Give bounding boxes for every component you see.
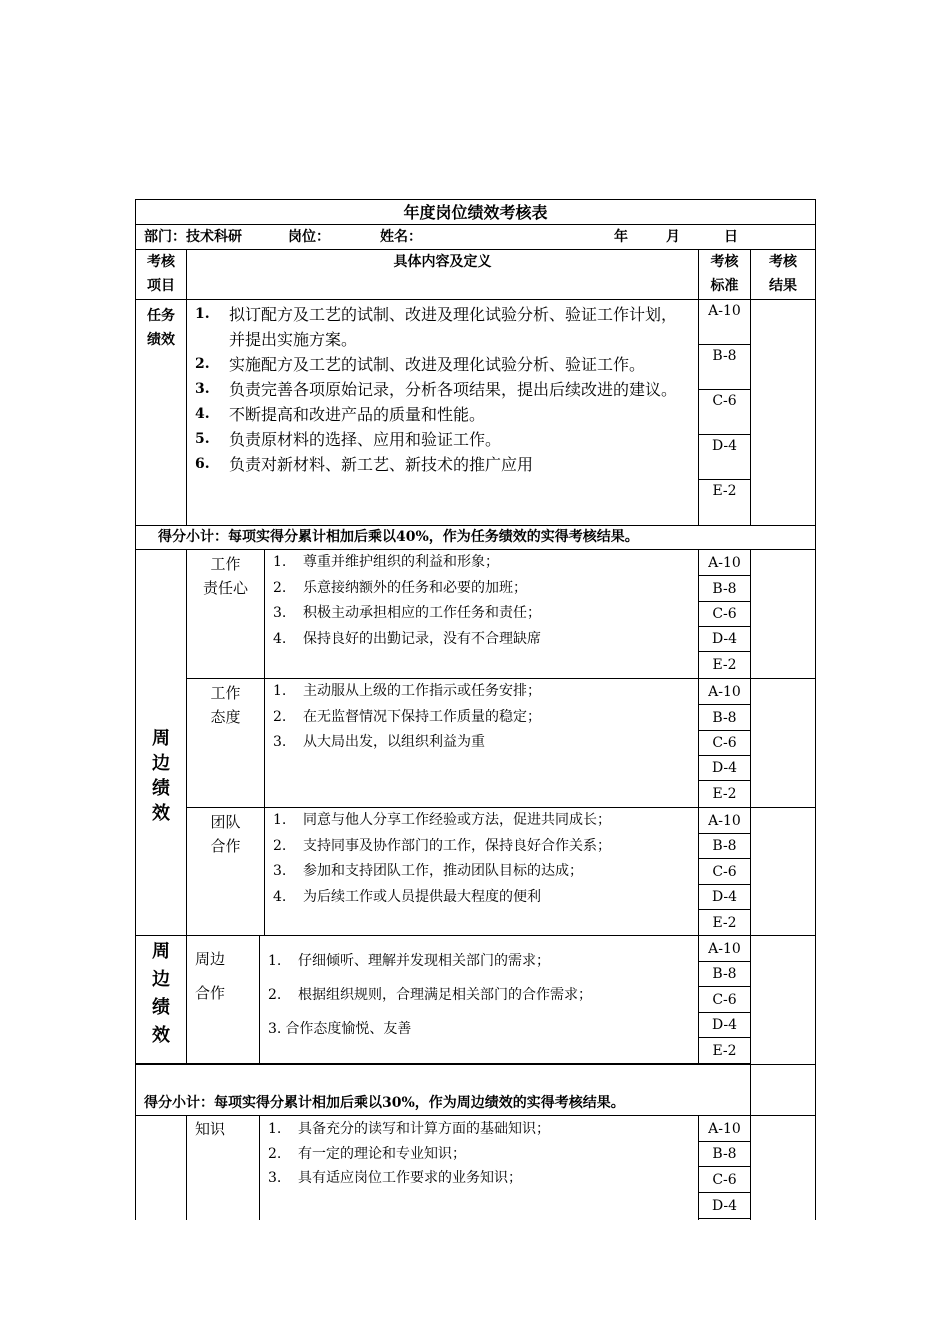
grade-cell: D-4 xyxy=(699,756,750,781)
cooperation-content xyxy=(259,936,698,1064)
grade-cell: A-10 xyxy=(699,679,750,705)
cooperation-grades xyxy=(698,936,750,1064)
list-item: 6. 负责对新材料、新工艺、新技术的推广应用 xyxy=(195,455,534,474)
task-grades xyxy=(698,300,750,526)
grade-cell: B-8 xyxy=(699,962,750,987)
list-item: 3. 负责完善各项原始记录，分析各项结果，提出后续改进的建议。 xyxy=(195,380,678,399)
list-item: 3. 积极主动承担相应的工作任务和责任； xyxy=(273,605,541,621)
task-subtotal: 得分小计：每项实得分累计相加后乘以40%，作为任务绩效的实得考核结果。 xyxy=(135,526,816,550)
grade-cell: B-8 xyxy=(699,1142,750,1167)
grade-cell: A-10 xyxy=(699,808,750,834)
day-label: 日 xyxy=(724,229,738,245)
grade-cell: D-4 xyxy=(699,885,750,910)
list-item: 3. 参加和支持团队工作，推动团队目标的达成； xyxy=(273,863,583,879)
ability-section-label xyxy=(135,1116,186,1220)
grade-cell: B-8 xyxy=(699,834,750,859)
list-item: 1. 拟订配方及工艺的试制、改进及理化试验分析、验证工作计划，并提出实施方案。 xyxy=(195,305,678,349)
sub-label-knowledge: 知识 xyxy=(186,1116,259,1220)
grade-cell: C-6 xyxy=(699,987,750,1013)
grade-cell: E-2 xyxy=(712,914,737,931)
grade-cell: D-4 xyxy=(699,435,750,480)
list-item: 1. 主动服从上级的工作指示或任务安排； xyxy=(273,683,541,699)
teamwork-grades xyxy=(698,808,750,936)
grade-cell: E-2 xyxy=(712,786,737,802)
peripheral-subtotal-result-cell[interactable] xyxy=(750,1064,816,1116)
sub-label-cooperation: 周边 合作 xyxy=(186,936,259,1064)
info-row xyxy=(135,225,816,250)
grade-cell: B-8 xyxy=(699,705,750,731)
list-item: 4. 为后续工作或人员提供最大程度的便利 xyxy=(273,888,541,905)
knowledge-result-cell[interactable] xyxy=(750,1116,816,1220)
header-content: 具体内容及定义 xyxy=(186,250,698,300)
cooperation-result-cell[interactable] xyxy=(750,936,816,1064)
grade-cell: B-8 xyxy=(699,345,750,390)
month-label: 月 xyxy=(666,229,680,245)
list-item: 3. 从大局出发，以组织利益为重 xyxy=(273,734,485,750)
list-item: 2. 乐意接纳额外的任务和必要的加班； xyxy=(273,579,527,596)
grade-cell: D-4 xyxy=(699,1013,750,1038)
list-item: 1. 尊重并维护组织的利益和形象； xyxy=(273,554,499,570)
list-item: 3. 合作态度愉悦、友善 xyxy=(268,1021,412,1037)
knowledge-grades xyxy=(698,1116,750,1220)
grade-cell: A-10 xyxy=(699,1116,750,1142)
teamwork-content xyxy=(264,808,698,936)
header-result: 考核 结果 xyxy=(750,250,816,300)
grade-cell: A-10 xyxy=(699,300,750,345)
list-item: 2. 支持同事及协作部门的工作，保持良好合作关系； xyxy=(273,837,611,854)
list-item: 2. 在无监督情况下保持工作质量的稳定； xyxy=(273,708,541,725)
attitude-grades xyxy=(698,679,750,808)
grade-cell: C-6 xyxy=(699,859,750,885)
list-item: 2. 根据组织规则，合理满足相关部门的合作需求； xyxy=(268,987,592,1003)
knowledge-content xyxy=(259,1116,698,1220)
grade-cell: E-2 xyxy=(712,483,737,499)
sub-label-responsibility: 工作 责任心 xyxy=(186,550,264,679)
peripheral-section-2-label: 周 边 绩 效 xyxy=(135,936,186,1064)
grade-cell: C-6 xyxy=(699,602,750,627)
list-item: 5. 负责原材料的选择、应用和验证工作。 xyxy=(195,430,502,449)
post-field: 岗位： xyxy=(288,229,330,245)
sub-label-attitude: 工作 态度 xyxy=(186,679,264,808)
grade-cell: A-10 xyxy=(699,550,750,576)
header-standard: 考核 标准 xyxy=(698,250,750,300)
responsibility-result-cell[interactable] xyxy=(750,550,816,679)
task-result-cell[interactable] xyxy=(750,300,816,526)
grade-cell: D-4 xyxy=(699,1193,750,1219)
grade-cell: E-2 xyxy=(712,1042,737,1059)
peripheral-subtotal: 得分小计：每项实得分累计相加后乘以30%，作为周边绩效的实得考核结果。 xyxy=(135,1064,750,1116)
task-content xyxy=(186,300,698,526)
grade-cell: B-8 xyxy=(699,576,750,602)
grade-cell: C-6 xyxy=(699,731,750,756)
attitude-content xyxy=(264,679,698,808)
form-title: 年度岗位绩效考核表 xyxy=(135,199,816,225)
dept-field: 部门：技术科研 xyxy=(144,229,242,245)
list-item: 2. 有一定的理论和专业知识； xyxy=(268,1145,466,1162)
responsibility-grades xyxy=(698,550,750,679)
name-field: 姓名： xyxy=(380,229,422,245)
list-item: 2. 实施配方及工艺的试制、改进及理化试验分析、验证工作。 xyxy=(195,355,646,374)
grade-cell: C-6 xyxy=(699,1167,750,1193)
attitude-result-cell[interactable] xyxy=(750,679,816,808)
list-item: 4. 不断提高和改进产品的质量和性能。 xyxy=(195,405,486,424)
header-item: 考核 项目 xyxy=(135,250,186,300)
sub-label-teamwork: 团队 合作 xyxy=(186,808,264,936)
grade-cell: E-2 xyxy=(712,657,737,673)
task-section-label: 任务 绩效 xyxy=(135,300,186,526)
list-item: 4. 保持良好的出勤记录，没有不合理缺席 xyxy=(273,630,541,647)
list-item: 1. 具备充分的读写和计算方面的基础知识； xyxy=(268,1121,550,1137)
list-item: 1. 同意与他人分享工作经验或方法，促进共同成长； xyxy=(273,812,611,828)
year-label: 年 xyxy=(614,229,628,245)
list-item: 1. 仔细倾听、理解并发现相关部门的需求； xyxy=(268,953,550,969)
peripheral-section-label: 周 边 绩 效 xyxy=(135,550,186,936)
grade-cell: D-4 xyxy=(699,627,750,652)
grade-cell: A-10 xyxy=(699,936,750,962)
responsibility-content xyxy=(264,550,698,679)
list-item: 3. 具有适应岗位工作要求的业务知识； xyxy=(268,1170,522,1186)
grade-cell: C-6 xyxy=(699,390,750,435)
teamwork-result-cell[interactable] xyxy=(750,808,816,936)
